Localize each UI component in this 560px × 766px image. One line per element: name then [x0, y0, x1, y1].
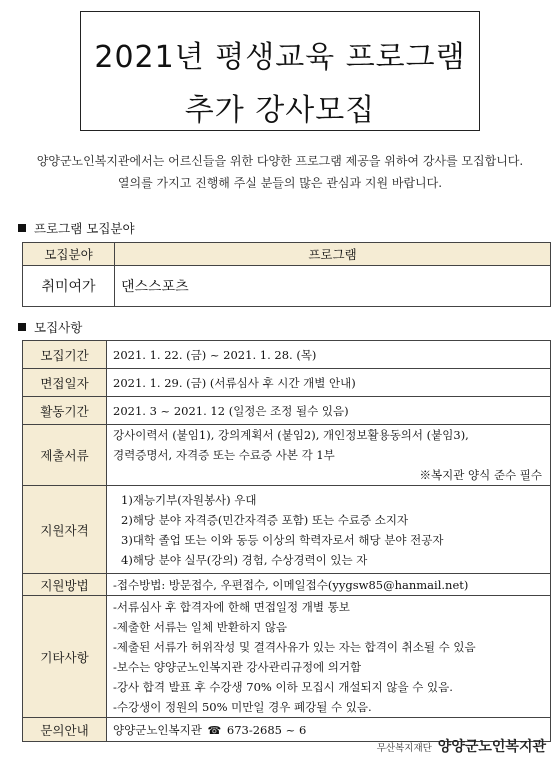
activity-value: 2021. 3 ~ 2021. 12 (일정은 조정 될수 있음) — [107, 397, 551, 425]
title-box — [80, 11, 480, 131]
qualification-cell — [107, 486, 551, 574]
documents-cell — [107, 425, 551, 486]
qualification-line: 1)재능기부(자원봉사) 우대 — [121, 492, 257, 507]
field-cell: 취미여가 — [23, 266, 115, 307]
row-label-method: 지원방법 — [23, 574, 107, 596]
page-subtitle: 추가 강사모집 — [184, 93, 376, 128]
section-heading-text: 모집사항 — [34, 320, 83, 335]
program-cell: 댄스스포츠 — [115, 266, 551, 307]
table-row — [23, 341, 551, 369]
column-header-program: 프로그램 — [115, 243, 551, 266]
row-label-inquiry: 문의안내 — [23, 718, 107, 742]
section-heading-programs — [18, 219, 135, 237]
footer-org-logo — [377, 736, 546, 756]
row-label-etc: 기타사항 — [23, 596, 107, 718]
etc-line: -제출된 서류가 허위작성 및 결격사유가 있는 자는 합격이 취소될 수 있음 — [113, 639, 476, 654]
footer-foundation: 무산복지재단 — [376, 743, 432, 754]
inquiry-phone: 673-2685 ~ 6 — [226, 722, 307, 737]
square-bullet-icon — [18, 323, 26, 331]
etc-line: -수강생이 정원의 50% 미만일 경우 폐강될 수 있음. — [113, 699, 372, 714]
table-row — [23, 574, 551, 596]
table-row — [23, 425, 551, 486]
row-label-documents: 제출서류 — [23, 425, 107, 486]
documents-line: 강사이력서 (붙임1), 강의계획서 (붙임2), 개인정보활용동의서 (붙임3), — [113, 428, 469, 442]
period-value: 2021. 1. 22. (금) ~ 2021. 1. 28. (목) — [107, 341, 551, 369]
qualification-line: 2)해당 분야 자격증(민간자격증 포함) 또는 수료증 소지자 — [121, 512, 409, 527]
recruitment-table — [22, 340, 551, 742]
page-title: 2021년 평생교육 프로그램 — [94, 40, 466, 75]
footer-org-name: 양양군노인복지관 — [437, 739, 546, 755]
program-table — [22, 242, 551, 307]
phone-icon: ☎ — [207, 723, 222, 737]
column-header-field: 모집분야 — [23, 243, 115, 266]
row-label-period: 모집기간 — [23, 341, 107, 369]
program-table-header — [23, 243, 551, 266]
method-value: -접수방법: 방문접수, 우편접수, 이메일접수(yygsw85@hanmail.net) — [107, 574, 551, 596]
table-row — [23, 397, 551, 425]
qualification-line: 4)해당 분야 실무(강의) 경험, 수상경력이 있는 자 — [121, 552, 368, 567]
interview-value: 2021. 1. 29. (금) (서류심사 후 시간 개별 안내) — [107, 369, 551, 397]
qualification-line: 3)대학 졸업 또는 이와 동등 이상의 학력자로서 해당 분야 전공자 — [121, 532, 444, 547]
etc-line: -보수는 양양군노인복지관 강사관리규정에 의거함 — [113, 659, 362, 674]
row-label-activity: 활동기간 — [23, 397, 107, 425]
etc-cell — [107, 596, 551, 718]
table-row — [23, 266, 551, 307]
intro-line-2: 열의를 가지고 진행해 주실 분들의 많은 관심과 지원 바랍니다. — [117, 176, 443, 190]
etc-line: -강사 합격 발표 후 수강생 70% 이하 모집시 개설되지 않을 수 있음. — [113, 679, 453, 694]
documents-line: 경력증명서, 자격증 또는 수료증 사본 각 1부 — [113, 448, 335, 462]
table-row — [23, 596, 551, 718]
section-heading-text: 프로그램 모집분야 — [34, 221, 135, 236]
row-label-interview: 면접일자 — [23, 369, 107, 397]
intro-line-1: 양양군노인복지관에서는 어르신들을 위한 다양한 프로그램 제공을 위하여 강사를 모집합니다. — [36, 154, 524, 168]
inquiry-org: 양양군노인복지관 — [113, 722, 202, 737]
documents-notice: ※복지관 양식 준수 필수 — [419, 468, 542, 482]
square-bullet-icon — [18, 224, 26, 232]
etc-line: -서류심사 후 합격자에 한해 면접일정 개별 통보 — [113, 599, 350, 614]
section-heading-recruitment — [18, 318, 82, 336]
table-row — [23, 369, 551, 397]
table-row — [23, 486, 551, 574]
row-label-qualification: 지원자격 — [23, 486, 107, 574]
etc-line: -제출한 서류는 일체 반환하지 않음 — [113, 619, 288, 634]
